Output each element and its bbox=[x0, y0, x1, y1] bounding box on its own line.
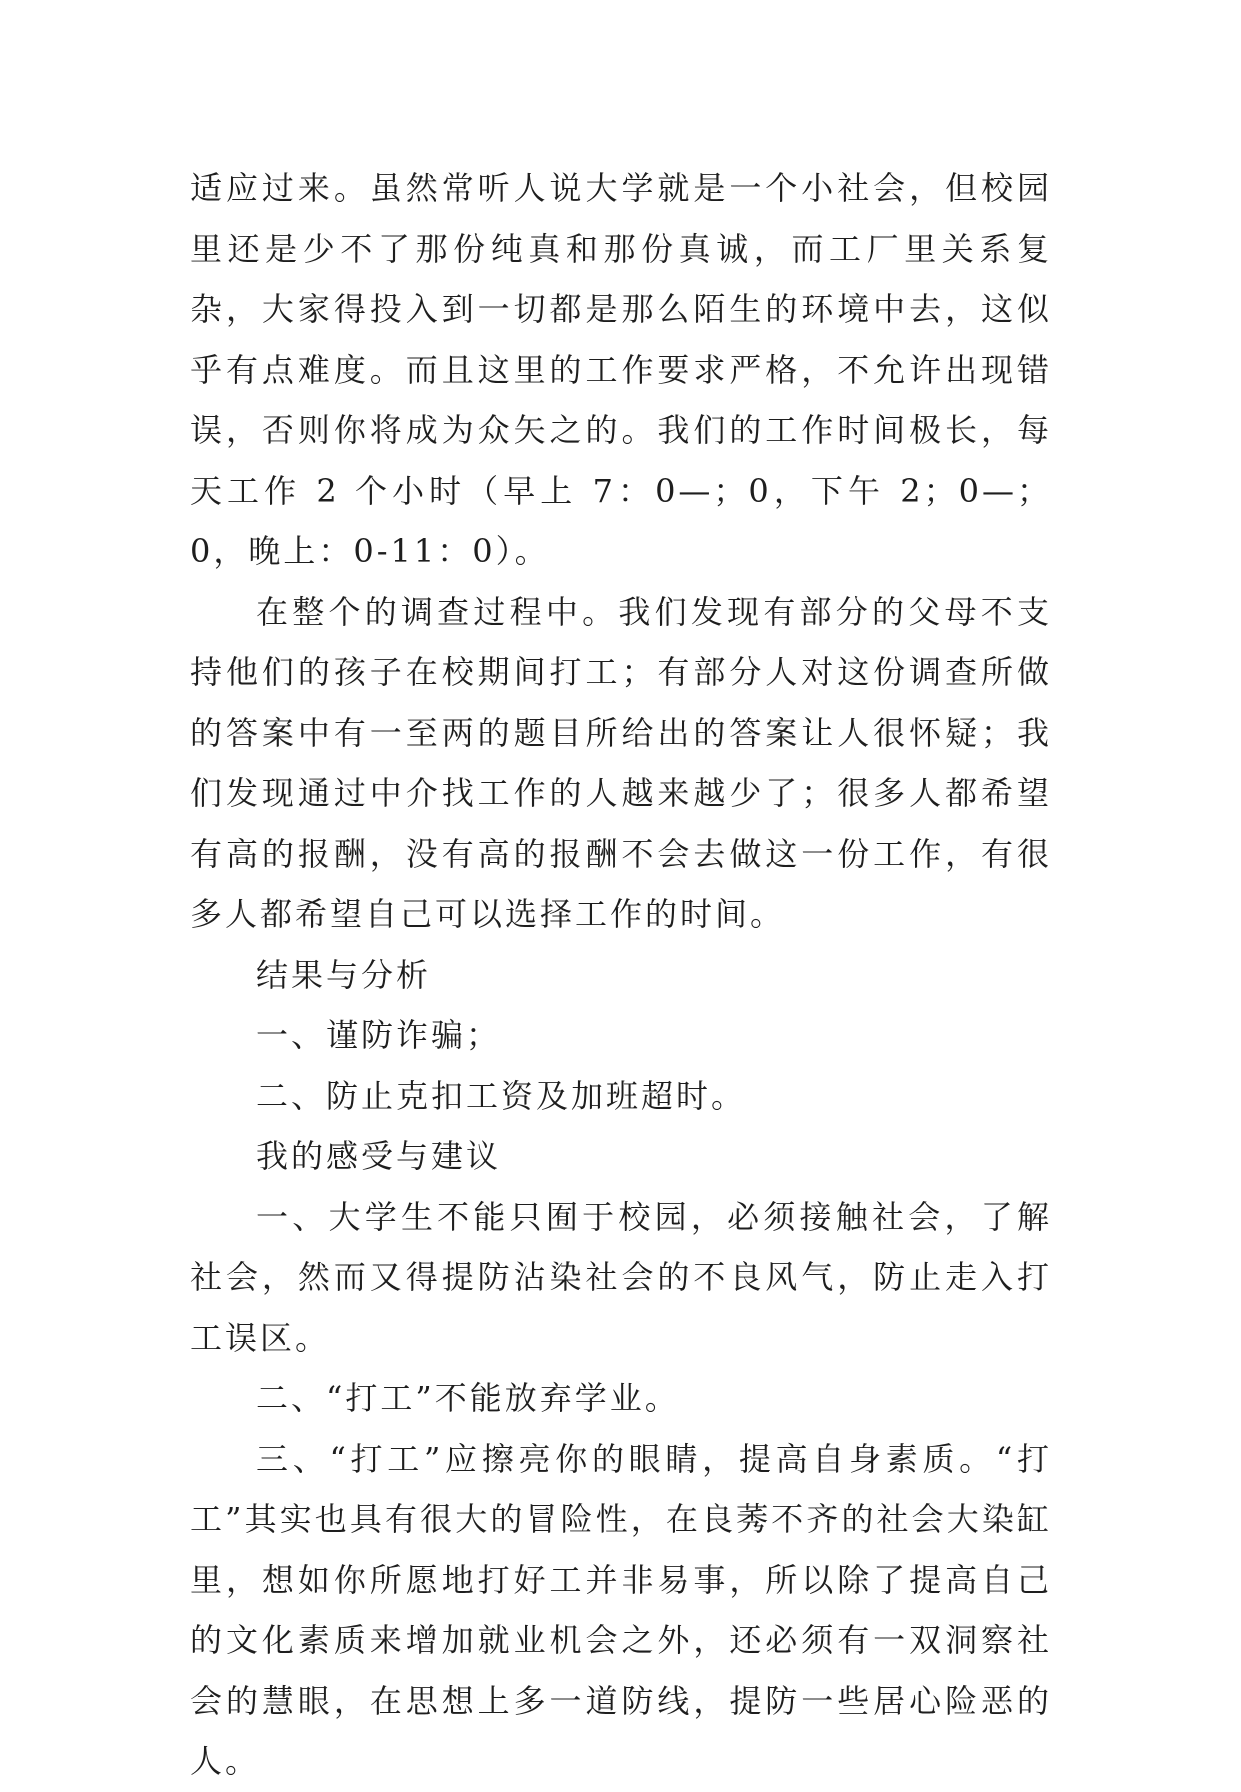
suggestion-one: 一、大学生不能只囿于校园，必须接触社会，了解社会，然而又得提防沾染社会的不良风气，防止走入打工误区。 bbox=[190, 1197, 1052, 1357]
suggestion-three: 三、“打工”应擦亮你的眼睛，提高自身素质。“打工”其实也具有很大的冒险性，在良莠不齐的社会大染缸里，想如你所愿地打好工并非易事，所以除了提高自己的文化素质来增加就业机会之外，还必须有一双洞察社会的慧眼，在思想上多一道防线，提防一些居心险恶的人。 bbox=[190, 1439, 1052, 1780]
list-item-fraud: 一、谨防诈骗； bbox=[256, 1016, 502, 1054]
body-text bbox=[190, 158, 1052, 1792]
list-item-wages: 二、防止克扣工资及加班超时。 bbox=[256, 1076, 747, 1115]
paragraph-survey-findings: 在整个的调查过程中。我们发现有部分的父母不支持他们的孩子在校期间打工；有部分人对这份调查所做的答案中有一至两的题目所给出的答案让人很怀疑；我们发现通过中介找工作的人越来越少了；很多人都希望有高的报酬，没有高的报酬不会去做这一份工作，有很多人都希望自己可以选择工作的时间。 bbox=[190, 592, 1052, 933]
paragraph-work-conditions: 适应过来。虽然常听人说大学就是一个小社会，但校园里还是少不了那份纯真和那份真诚，而工厂里关系复杂，大家得投入到一切都是那么陌生的环境中去，这似乎有点难度。而且这里的工作要求严格，不允许出现错误，否则你将成为众矢之的。我们的工作时间极长，每天工作 2 个小时（早上 7：0—；0，下午 2；0—；0，晚上：0-11：0）。 bbox=[190, 169, 1052, 570]
heading-feelings-suggestions: 我的感受与建议 bbox=[256, 1137, 502, 1175]
heading-results-analysis: 结果与分析 bbox=[256, 955, 432, 994]
suggestion-two: 二、“打工”不能放弃学业。 bbox=[256, 1379, 680, 1417]
